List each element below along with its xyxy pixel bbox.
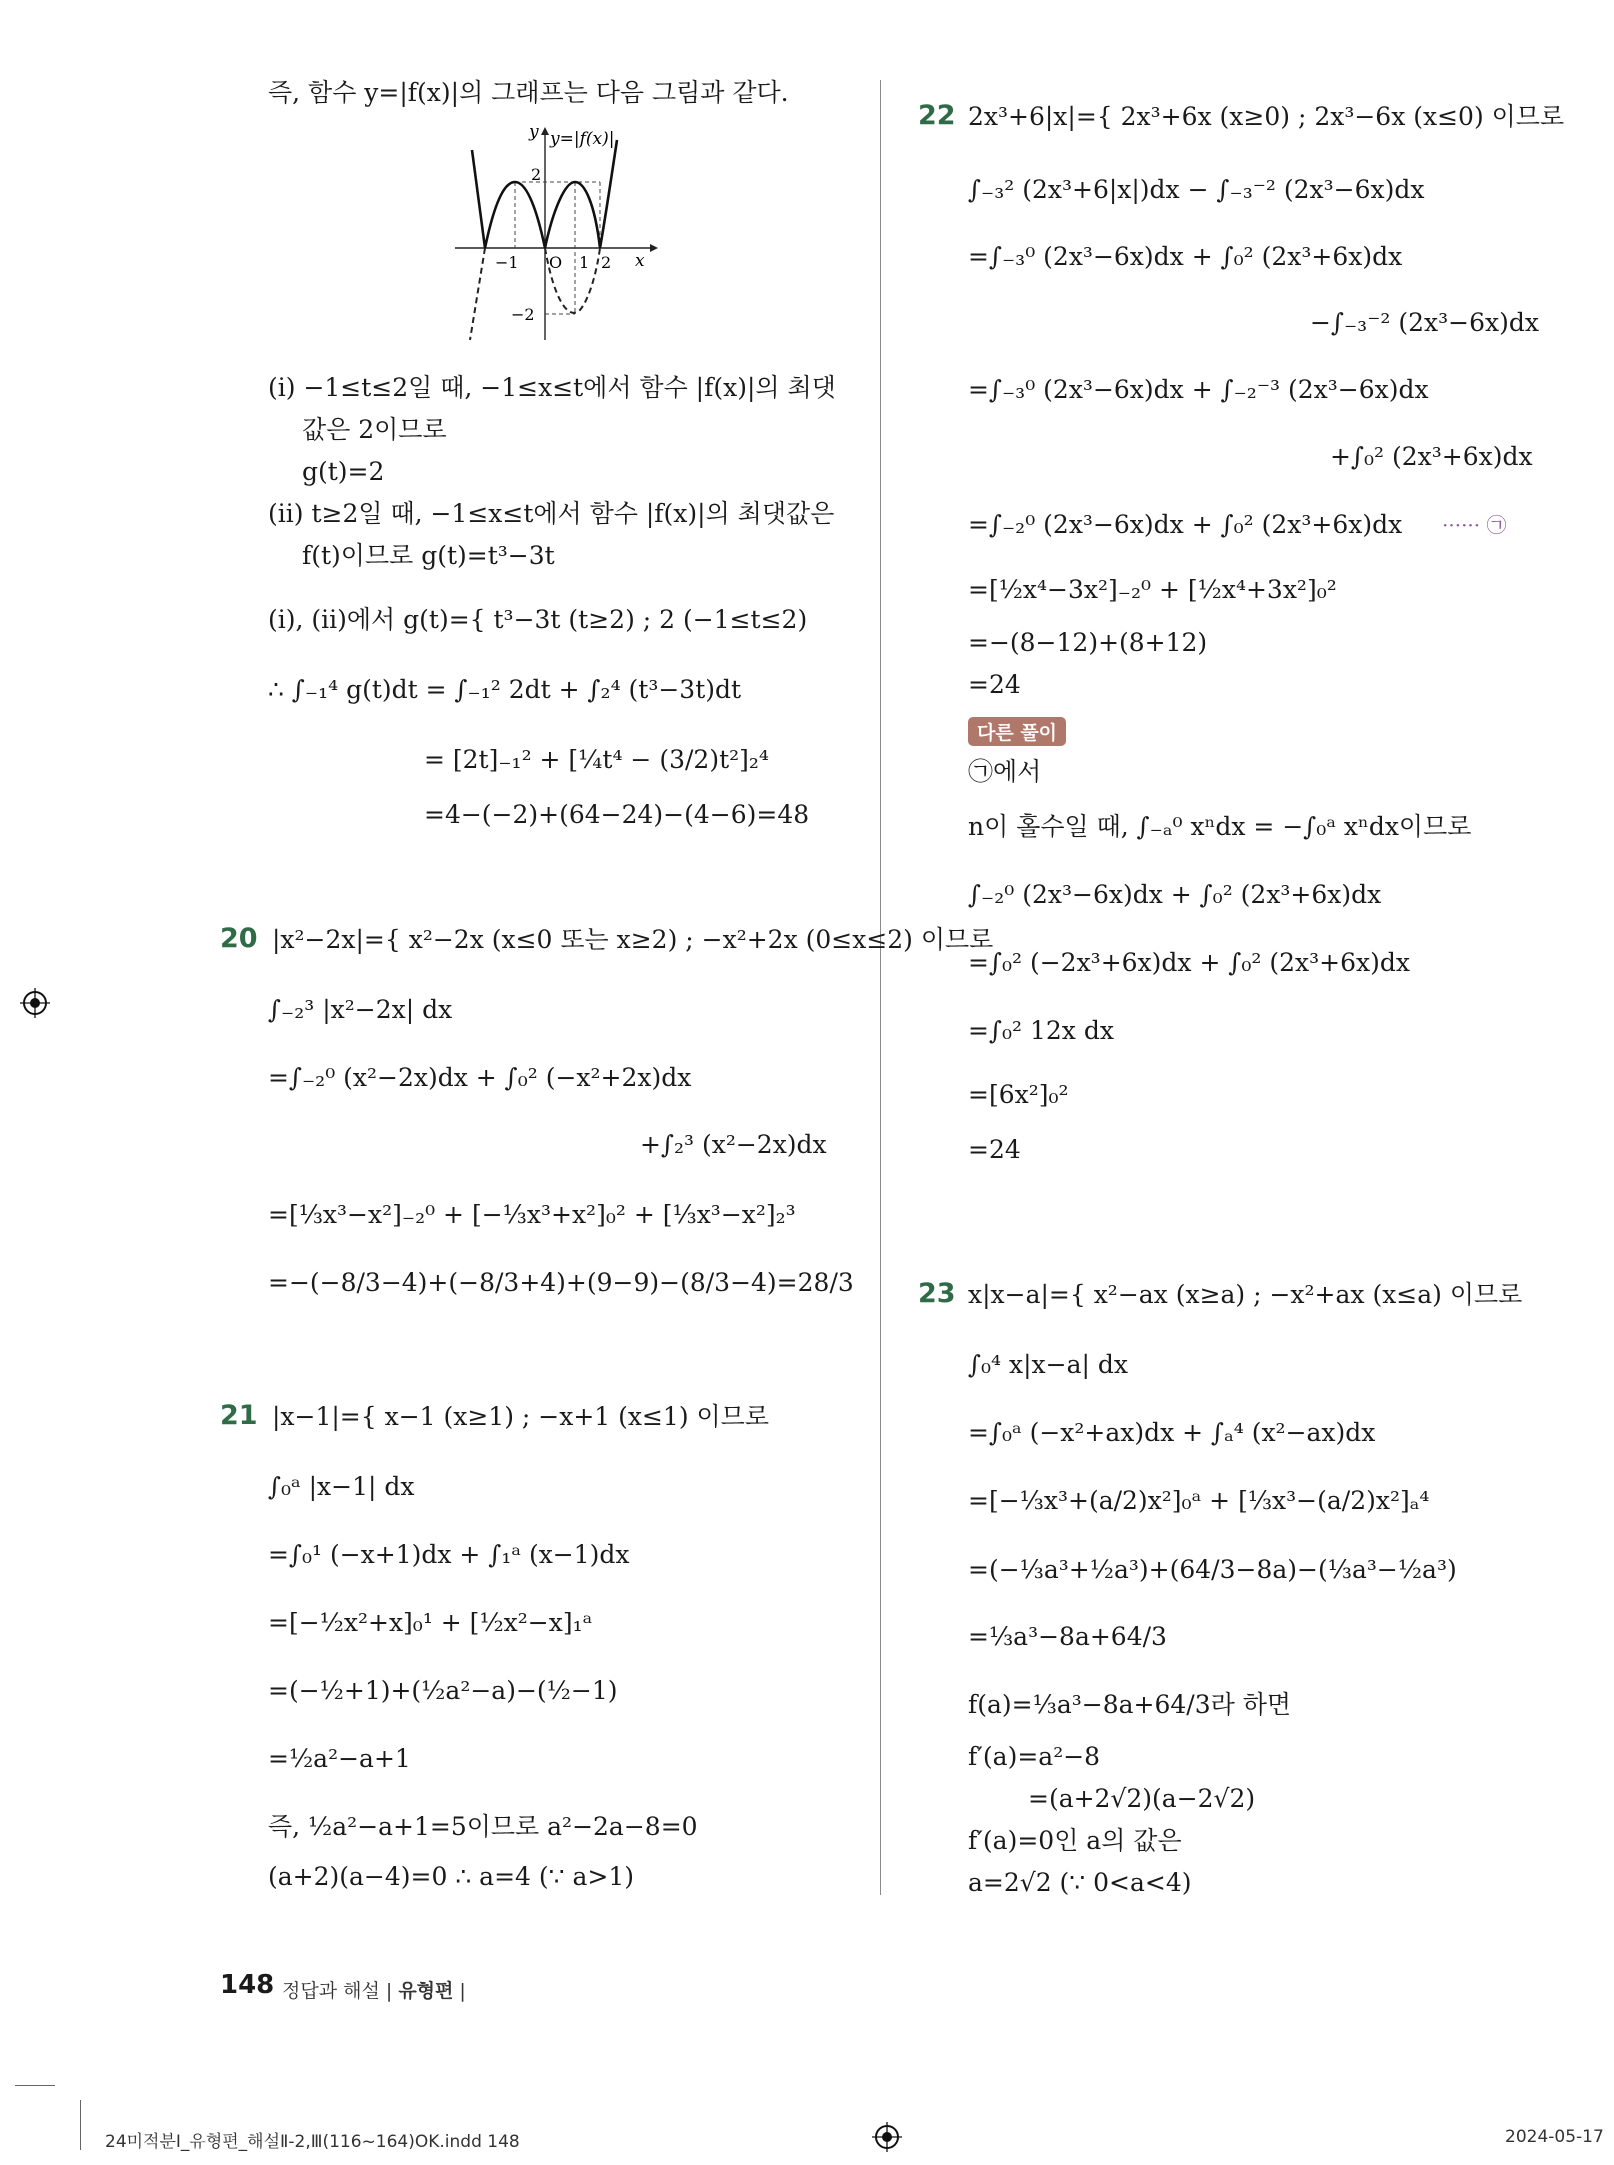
p23-line: f′(a)=a²−8: [968, 1742, 1101, 1771]
p22-line: +∫₀² (2x³+6x)dx: [1330, 442, 1533, 471]
p21-line: =∫₀¹ (−x+1)dx + ∫₁ᵃ (x−1)dx: [268, 1540, 630, 1569]
case-i-line1: (ⅰ) −1≤t≤2일 때, −1≤x≤t에서 함수 |f(x)|의 최댓: [268, 373, 836, 402]
crop-mark: [80, 2100, 81, 2150]
p22-line: −∫₋₃⁻² (2x³−6x)dx: [1310, 308, 1539, 337]
x-axis-arrow: [650, 244, 658, 252]
p22-alt-line: n이 홀수일 때, ∫₋ₐ⁰ xⁿdx = −∫₀ᵃ xⁿdx이므로: [968, 812, 1472, 841]
edition-label: 유형편: [398, 1980, 454, 2002]
x-axis-label: x: [635, 251, 645, 271]
case-i-line3: g(t)=2: [302, 457, 385, 486]
p22-alt-line: =24: [968, 1135, 1021, 1164]
circled-marker: ······ ㉠: [1442, 513, 1507, 537]
p22-line: 2x³+6|x|={ 2x³+6x (x≥0) ; 2x³−6x (x≤0) 이므로: [968, 102, 1565, 131]
tick-neg1: −1: [495, 253, 519, 272]
page-number: 148: [220, 1970, 275, 2000]
problem-22-number: 22: [918, 100, 956, 131]
case-ii-line1: (ⅱ) t≥2일 때, −1≤x≤t에서 함수 |f(x)|의 최댓값은: [268, 499, 835, 528]
p22-alt-line: ∫₋₂⁰ (2x³−6x)dx + ∫₀² (2x³+6x)dx: [968, 880, 1382, 909]
tick-2-y: 2: [531, 165, 542, 184]
p22-alt-line: =∫₀² 12x dx: [968, 1016, 1114, 1045]
registration-mark-icon: [872, 2122, 902, 2152]
p20-line: +∫₂³ (x²−2x)dx: [640, 1130, 827, 1159]
p20-line: =−(−8/3−4)+(−8/3+4)+(9−9)−(8/3−4)=28/3: [268, 1268, 854, 1297]
tick-1: 1: [579, 253, 590, 272]
case-i-line2: 값은 2이므로: [302, 415, 447, 444]
p22-line: =∫₋₂⁰ (2x³−6x)dx + ∫₀² (2x³+6x)dx: [968, 510, 1403, 539]
case-ii-line2: f(t)이므로 g(t)=t³−3t: [302, 541, 555, 570]
tick-2-x: 2: [601, 253, 612, 272]
section-label: [282, 1976, 466, 2003]
p22-alt-line: =∫₀² (−2x³+6x)dx + ∫₀² (2x³+6x)dx: [968, 948, 1410, 977]
p22-alt-line: =[6x²]₀²: [968, 1080, 1069, 1109]
p21-line: (a+2)(a−4)=0 ∴ a=4 (∵ a>1): [268, 1862, 635, 1891]
p22-line: =24: [968, 670, 1021, 699]
problem-21-number: 21: [220, 1400, 258, 1431]
file-name: 24미적분Ⅰ_유형편_해설Ⅱ-2,Ⅲ(116~164)OK.indd 148: [105, 2132, 520, 2152]
p23-line: f′(a)=0인 a의 값은: [968, 1826, 1182, 1855]
curve-label: y=|f(x)|: [550, 129, 615, 149]
p21-line: 즉, ½a²−a+1=5이므로 a²−2a−8=0: [268, 1812, 698, 1841]
p23-line: =[−⅓x³+(a/2)x²]₀ᵃ + [⅓x³−(a/2)x²]ₐ⁴: [968, 1486, 1430, 1515]
p22-line: =[½x⁴−3x²]₋₂⁰ + [½x⁴+3x²]₀²: [968, 575, 1337, 604]
p23-line: a=2√2 (∵ 0<a<4): [968, 1868, 1192, 1897]
p22-alt-line: ㉠에서: [968, 757, 1042, 786]
intro-text: 즉, 함수 y=|f(x)|의 그래프는 다음 그림과 같다.: [268, 78, 789, 107]
crop-mark: [15, 2085, 55, 2086]
p22-line: =∫₋₃⁰ (2x³−6x)dx + ∫₀² (2x³+6x)dx: [968, 242, 1403, 271]
separator: |: [459, 1980, 466, 2002]
integral-result: =4−(−2)+(64−24)−(4−6)=48: [424, 800, 810, 829]
p22-line: =−(8−12)+(8+12): [968, 628, 1208, 657]
y-axis-arrow: [541, 127, 549, 135]
p23-line: ∫₀⁴ x|x−a| dx: [968, 1350, 1128, 1379]
p23-line: x|x−a|={ x²−ax (x≥a) ; −x²+ax (x≤a) 이므로: [968, 1280, 1523, 1309]
column-divider: [880, 80, 881, 1895]
p21-line: |x−1|={ x−1 (x≥1) ; −x+1 (x≤1) 이므로: [272, 1402, 769, 1431]
separator: |: [385, 1980, 399, 2002]
integral-step: = [2t]₋₁² + [¼t⁴ − (3/2)t²]₂⁴: [424, 745, 769, 774]
alt-solution-badge: 다른 풀이: [968, 717, 1066, 746]
p23-line: =⅓a³−8a+64/3: [968, 1622, 1167, 1651]
registration-mark-icon: [20, 988, 50, 1018]
problem-23-number: 23: [918, 1278, 956, 1309]
abs-function-graph: [445, 120, 675, 350]
section-title: 정답과 해설: [282, 1980, 380, 2002]
p21-line: =[−½x²+x]₀¹ + [½x²−x]₁ᵃ: [268, 1608, 593, 1637]
p23-line: =(−⅓a³+½a³)+(64/3−8a)−(⅓a³−½a³): [968, 1555, 1457, 1584]
p20-line: ∫₋₂³ |x²−2x| dx: [268, 995, 453, 1024]
tick-neg2: −2: [511, 305, 535, 324]
p22-line: ∫₋₃² (2x³+6|x|)dx − ∫₋₃⁻² (2x³−6x)dx: [968, 175, 1425, 204]
y-axis-label: y: [529, 122, 539, 142]
tick-origin: O: [549, 253, 563, 272]
p21-line: =½a²−a+1: [268, 1744, 411, 1773]
p21-line: ∫₀ᵃ |x−1| dx: [268, 1472, 415, 1501]
p20-line: =[⅓x³−x²]₋₂⁰ + [−⅓x³+x²]₀² + [⅓x³−x²]₂³: [268, 1200, 796, 1229]
p23-line: =∫₀ᵃ (−x²+ax)dx + ∫ₐ⁴ (x²−ax)dx: [968, 1418, 1376, 1447]
integral-setup: ∴ ∫₋₁⁴ g(t)dt = ∫₋₁² 2dt + ∫₂⁴ (t³−3t)dt: [268, 675, 742, 704]
p20-line: |x²−2x|={ x²−2x (x≤0 또는 x≥2) ; −x²+2x (0≤x≤2) 이므로: [272, 925, 994, 954]
p23-line: =(a+2√2)(a−2√2): [1028, 1784, 1256, 1813]
g-definition: (ⅰ), (ⅱ)에서 g(t)={ t³−3t (t≥2) ; 2 (−1≤t≤2): [268, 605, 808, 634]
p22-line: =∫₋₃⁰ (2x³−6x)dx + ∫₋₂⁻³ (2x³−6x)dx: [968, 375, 1429, 404]
p20-line: =∫₋₂⁰ (x²−2x)dx + ∫₀² (−x²+2x)dx: [268, 1063, 692, 1092]
dashed-f-curve: [470, 248, 485, 340]
p23-line: f(a)=⅓a³−8a+64/3라 하면: [968, 1690, 1292, 1719]
problem-20-number: 20: [220, 923, 258, 954]
print-date: 2024-05-17: [1505, 2127, 1604, 2147]
p21-line: =(−½+1)+(½a²−a)−(½−1): [268, 1676, 618, 1705]
